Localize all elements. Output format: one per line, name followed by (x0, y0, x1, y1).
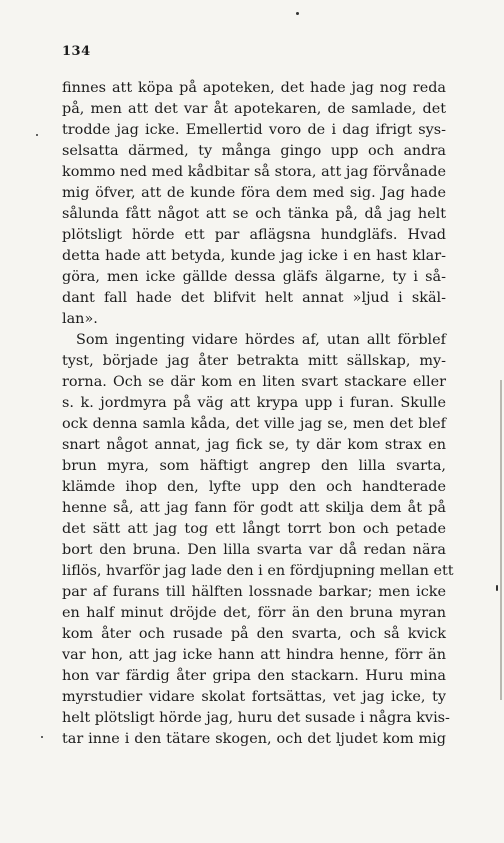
text-line: dant fall hade det blifvit helt annat »ljud i skäl- (62, 290, 446, 306)
text-line: det sätt att jag tog ett långt torrt bon och petade (62, 521, 446, 537)
text-line: kom åter och rusade på den svarta, och så kvick (62, 626, 446, 642)
text-line: myrstudier vidare skolat fortsättas, vet jag icke, ty (62, 689, 446, 705)
text-line: tyst, började jag åter betrakta mitt sällskap, my- (62, 353, 446, 369)
text-line: kommo ned med kådbitar så stora, att jag förvånade (62, 164, 446, 180)
text-line: henne så, att jag fann för godt att skilja dem åt på (62, 500, 446, 516)
text-line: plötsligt hörde ett par aflägsna hundgläfs. Hvad (62, 227, 446, 243)
text-line: var hon, att jag icke hann att hindra henne, förr än (62, 647, 446, 663)
text-line: tar inne i den tätare skogen, och det ljudet kom mig (62, 731, 446, 747)
text-line: s. k. jordmyra på väg att krypa upp i furan. Skulle (62, 395, 446, 411)
text-line: klämde ihop den, lyfte upp den och handterade (62, 479, 446, 495)
text-line: Som ingenting vidare hördes af, utan allt förblef (76, 332, 446, 348)
text-line: selsatta därmed, ty många gingo upp och andra (62, 143, 446, 159)
text-line: på, men att det var åt apotekaren, de samlade, det (62, 101, 446, 117)
text-line: mig öfver, att de kunde föra dem med sig. Jag hade (62, 185, 446, 201)
ink-speck (496, 585, 498, 591)
paragraph-2 (62, 330, 454, 750)
ink-speck (296, 12, 299, 15)
text-line: brun myra, som häftigt angrep den lilla svarta, (62, 458, 446, 474)
text-line: rorna. Och se där kom en liten svart stackare eller (62, 374, 446, 390)
text-line: par af furans till hälften lossnade barkar; men icke (62, 584, 446, 600)
text-line: göra, men icke gällde dessa gläfs älgarne, ty i så- (62, 269, 446, 285)
text-line: bort den bruna. Den lilla svarta var då redan nära (62, 542, 446, 558)
text-line: detta hade att betyda, kunde jag icke i en hast klar- (62, 248, 446, 264)
text-line: hon var färdig åter gripa den stackarn. Huru mina (62, 668, 446, 684)
paragraph-1 (62, 78, 446, 330)
text-line: trodde jag icke. Emellertid voro de i dag ifrigt sys- (62, 122, 446, 138)
text-line: sålunda fått något att se och tänka på, då jag helt (62, 206, 446, 222)
text-line: helt plötsligt hörde jag, huru det susade i några kvis- (62, 710, 450, 726)
page-number: 134 (62, 44, 91, 59)
page-edge-shadow (500, 380, 502, 700)
ink-speck (36, 134, 38, 136)
text-line: en half minut dröjde det, förr än den bruna myran (62, 605, 446, 621)
text-line: finnes att köpa på apoteken, det hade jag nog reda (62, 80, 446, 96)
ink-speck (41, 736, 43, 738)
text-line: liflös, hvarför jag lade den i en fördjupning mellan ett (62, 563, 454, 579)
body-text (62, 78, 454, 750)
text-line: ock denna samla kåda, det ville jag se, men det blef (62, 416, 446, 432)
text-line: lan». (62, 311, 98, 327)
text-line: snart något annat, jag fick se, ty där kom strax en (62, 437, 446, 453)
